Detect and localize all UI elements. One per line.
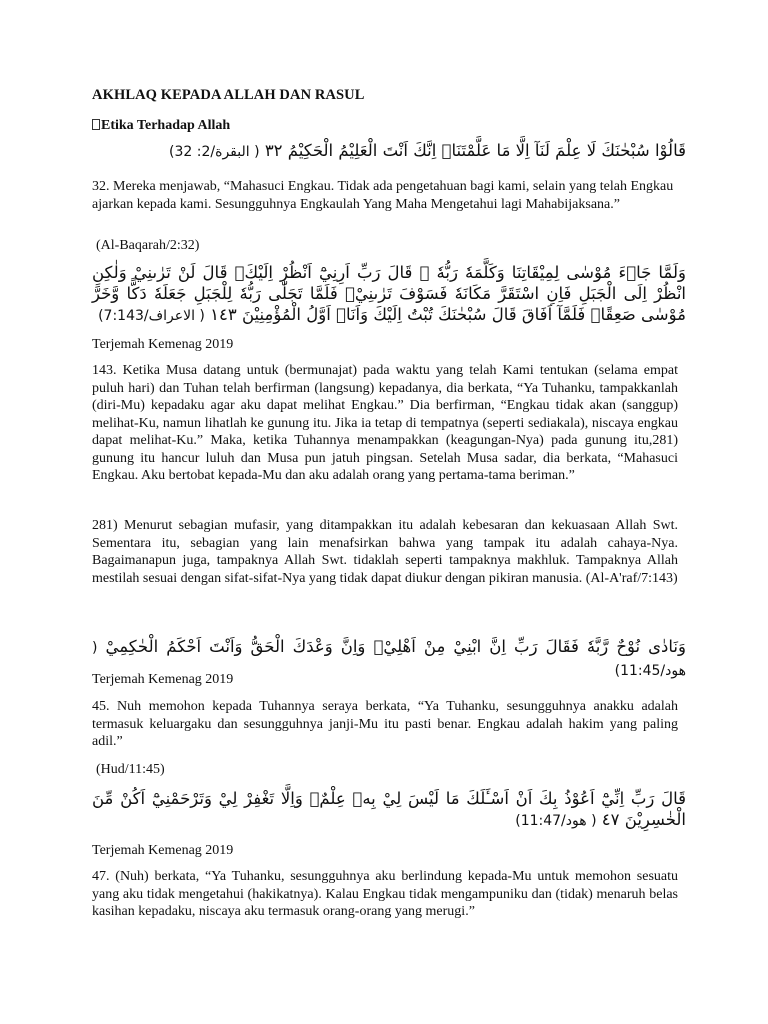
arabic-verse-1	[92, 140, 686, 163]
page-title: AKHLAQ KEPADA ALLAH DAN RASUL	[92, 87, 365, 103]
arabic-verse-4-ref: ( هود/11:47)	[515, 813, 597, 829]
bullet-box-icon	[92, 119, 100, 130]
source-ref-1: (Al-Baqarah/2:32)	[96, 238, 200, 253]
arabic-verse-2-text: وَلَمَّا جَاۤءَ مُوْسٰى لِمِيْقَاتِنَا وَكَلَّمَهٗ رَبُّهٗ ۙ قَالَ رَبِّ اَرِنِيْٓ اَنْظُرْ اِلَيْكَۗ قَالَ لَنْ تَرٰىنِيْ وَلٰكِنِ انْظُرْ اِلَى الْجَبَلِ فَاِنِ اسْتَقَرَّ مَكَانَهٗ فَسَوْفَ تَرٰىنِيْۚ فَلَمَّا تَجَلّٰى رَبُّهٗ لِلْجَبَلِ جَعَلَهٗ دَكًّا وَّخَرَّ مُوْسٰى صَعِقًاۚ فَلَمَّآ اَفَاقَ قَالَ سُبْحٰنَكَ تُبْتُ اِلَيْكَ وَاَنَا۠ اَوَّلُ الْمُؤْمِنِيْنَ ١٤٣	[92, 263, 686, 324]
section-heading	[92, 117, 678, 135]
translation-1: 32. Mereka menjawab, “Mahasuci Engkau. Tidak ada pengetahuan bagi kami, selain yang telah Engkau ajarkan kepada kami. Sesungguhnya Engkaulah Yang Maha Mengetahui lagi Mahabijaksana.”	[92, 179, 674, 212]
arabic-verse-1-text: قَالُوْا سُبْحٰنَكَ لَا عِلْمَ لَنَآ اِلَّا مَا عَلَّمْتَنَاۗ اِنَّكَ اَنْتَ الْعَلِيْمُ الْحَكِيْمُ ٣٢	[264, 141, 686, 160]
arabic-verse-4	[92, 788, 686, 832]
arabic-verse-2-ref: ( الاعراف/7:143)	[98, 308, 205, 324]
source-ref-3: (Hud/11:45)	[96, 762, 165, 777]
translator-label-4: Terjemah Kemenag 2019	[92, 843, 234, 858]
translator-label-3: Terjemah Kemenag 2019	[92, 672, 234, 687]
arabic-verse-1-ref: ( البقرة/2: 32)	[169, 144, 260, 160]
arabic-verse-3-ref: ( هود/11:45)	[92, 640, 686, 679]
translator-label-2: Terjemah Kemenag 2019	[92, 337, 234, 352]
section-heading-text: Etika Terhadap Allah	[101, 118, 231, 133]
translation-3: 45. Nuh memohon kepada Tuhannya seraya berkata, “Ya Tuhanku, sesungguhnya anakku adalah termasuk keluargaku dan sesungguhnya janji-Mu itu pasti benar. Engkau adalah hakim yang paling adil.”	[92, 699, 678, 749]
arabic-verse-2	[92, 262, 686, 327]
arabic-verse-3-text: وَنَادٰى نُوْحٌ رَّبَّهٗ فَقَالَ رَبِّ اِنَّ ابْنِيْ مِنْ اَهْلِيْۚ وَاِنَّ وَعْدَكَ الْحَقُّ وَاَنْتَ اَحْكَمُ الْحٰكِمِيْ	[105, 637, 686, 656]
arabic-verse-4-text: قَالَ رَبِّ اِنِّيْٓ اَعُوْذُ بِكَ اَنْ اَسْـَٔلَكَ مَا لَيْسَ لِيْ بِهٖ عِلْمٌۗ وَاِلَّا تَغْفِرْ لِيْ وَتَرْحَمْنِيْٓ اَكُنْ مِّنَ الْخٰسِرِيْنَ ٤٧	[92, 789, 686, 829]
footnote-281: 281) Menurut sebagian mufasir, yang ditampakkan itu adalah kebesaran dan kekuasaan Allah Swt. Sementara itu, sebagian yang lain menafsirkan bahwa yang tampak itu adalah cahaya-Nya. Bagaimanapun juga, tampaknya Allah Swt. tidaklah seperti tampaknya makhluk. Tampaknya Allah mestilah sesuai dengan sifat-sifat-Nya yang tidak dapat diukur dengan pikiran manusia. (Al-A'raf/7:143)	[92, 518, 678, 586]
translation-4: 47. (Nuh) berkata, “Ya Tuhanku, sesungguhnya aku berlindung kepada-Mu untuk memohon sesuatu yang aku tidak mengetahui (hakikatnya). Kalau Engkau tidak mengampuniku dan (tidak) menaruh belas kasihan kepadaku, niscaya aku termasuk orang-orang yang merugi.”	[92, 869, 678, 919]
translation-2: 143. Ketika Musa datang untuk (bermunajat) pada waktu yang telah Kami tentukan (selama empat puluh hari) dan Tuhan telah berfirman (langsung) kepadanya, dia berkata, “Ya Tuhanku, tampakkanlah (diri-Mu) kepadaku agar aku dapat melihat Engkau.” Dia berfirman, “Engkau tidak akan (sanggup) melihat-Ku, namun lihatlah ke gunung itu. Jika ia tetap di tempatnya (seperti sediakala), niscaya engkau dapat melihat-Ku.” Maka, ketika Tuhannya menampakkan (keagungan-Nya) pada gunung itu,281) gunung itu hancur luluh dan Musa pun jatuh pingsan. Setelah Musa sadar, dia berkata, “Mahasuci Engkau. Aku bertobat kepada-Mu dan aku adalah orang yang pertama-tama beriman.”	[92, 363, 678, 483]
